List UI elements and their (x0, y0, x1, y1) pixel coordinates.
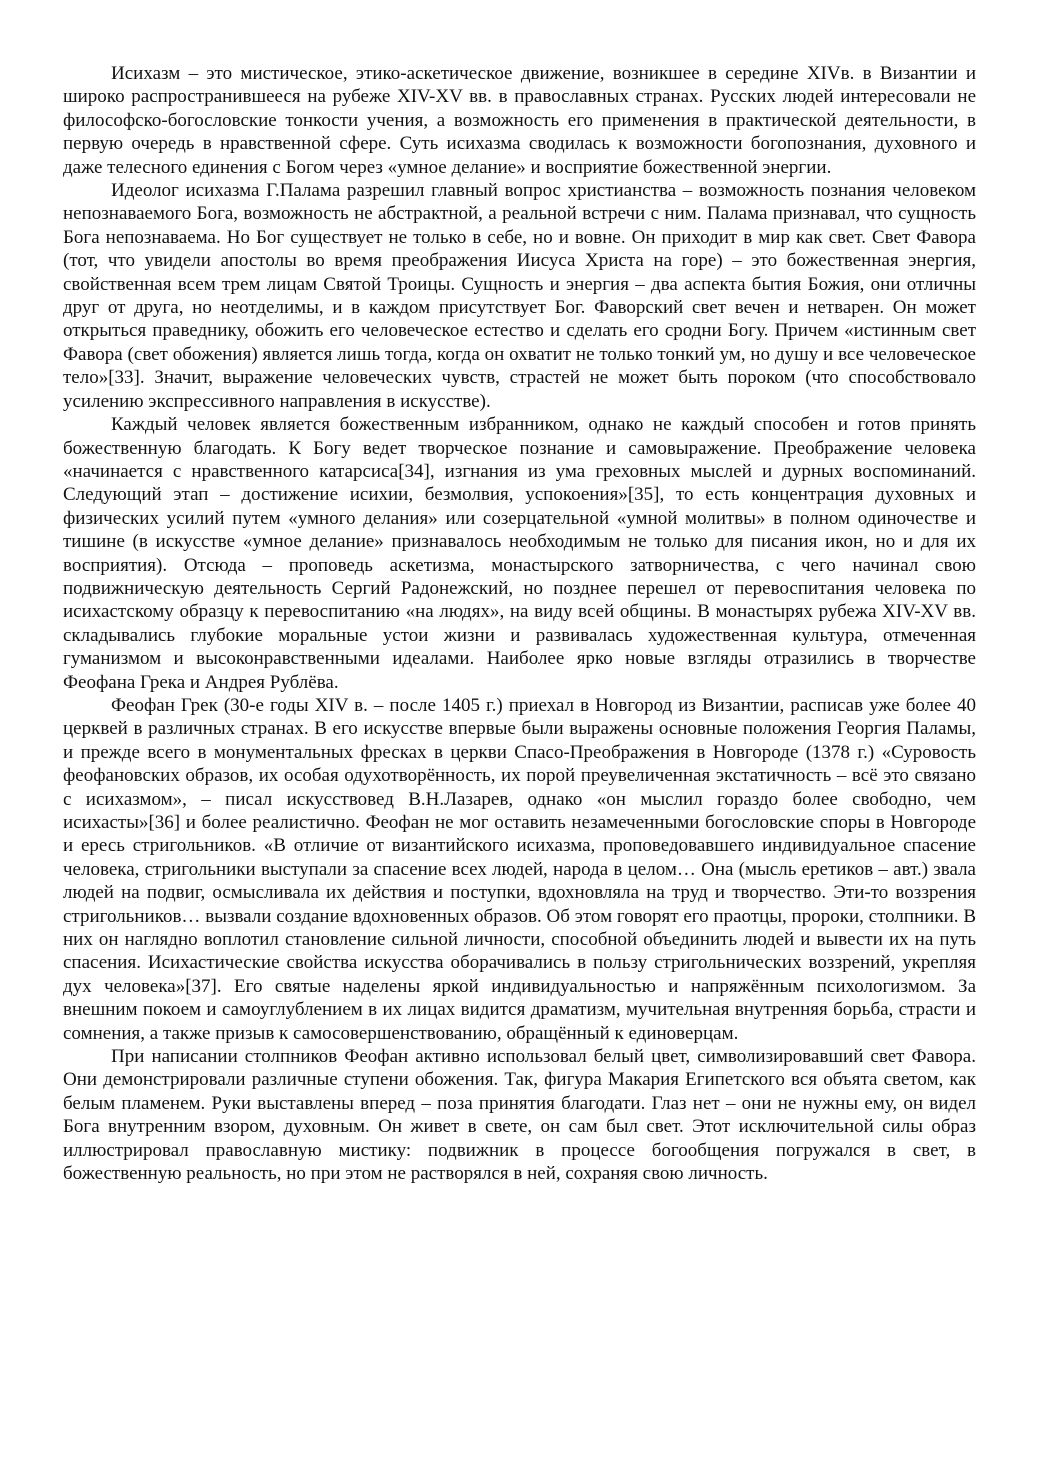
paragraph-palamas-ideology: Идеолог исихазма Г.Палама разрешил главный вопрос христианства – возможность познания человеком непознаваемого Бога, возможность не абстрактной, а реальной встречи с ним. Палама признавал, что сущность Бога непознаваема. Но Бог существует не только в себе, но и вовне. Он приходит в мир как свет. Свет Фавора (тот, что увидели апостолы во время преображения Иисуса Христа на горе) – это божественная энергия, свойственная всем трем лицам Святой Троицы. Сущность и энергия – два аспекта бытия Божия, они отличны друг от друга, но неотделимы, и в каждом присутствует Бог. Фаворский свет вечен и нетварен. Он может открыться праведнику, обожить его человеческое естество и сделать его сродни Богу. Причем «истинным свет Фавора (свет обожения) является лишь тогда, когда он охватит не только тонкий ум, но душу и все человеческое тело»[33]. Значит, выражение человеческих чувств, страстей не может быть пороком (что способствовало усилению экспрессивного направления в искусстве). (63, 180, 976, 412)
paragraph-theophanes-greek: Феофан Грек (30-е годы XIV в. – после 1405 г.) приехал в Новгород из Византии, расписав уже более 40 церквей в различных странах. В его искусстве впервые были выражены основные положения Георгия Паламы, и прежде всего в монументальных фресках в церкви Спасо-Преображения в Новгороде (1378 г.) «Суровость феофановских образов, их особая одухотворённость, их порой преувеличенная экстатичность – всё это связано с исихазмом», – писал искусствовед В.Н.Лазарев, однако «он мыслил гораздо более свободно, чем исихасты»[36] и более реалистично. Феофан не мог оставить незамеченными богословские споры в Новгороде и ересь стригольников. «В отличие от византийского исихазма, проповедовавшего индивидуальное спасение человека, стригольники выступали за спасение всех людей, народа в целом… Она (мысль еретиков – авт.) звала людей на подвиг, осмысливала их действия и поступки, вдохновляла на труд и творчество. Эти-то воззрения стригольников… вызвали создание вдохновенных образов. Об этом говорят его праотцы, пророки, столпники. В них он наглядно воплотил становление сильной личности, способной объединить людей и вывести их на путь спасения. Исихастические свойства искусства оборачивались в пользу стригольнических воззрений, укрепляя дух человека»[37]. Его святые наделены яркой индивидуальностью и напряжённым психологизмом. За внешним покоем и самоуглублением в их лицах видится драматизм, мучительная внутренняя борьба, страсти и сомнения, а также призыв к самосовершенствованию, обращённый к единоверцам. (63, 694, 976, 1044)
paragraph-divine-chosen: Каждый человек является божественным избранником, однако не каждый способен и готов принять божественную благодать. К Богу ведет творческое познание и самовыражение. Преображение человека «начинается с нравственного катарсиса[34], изгнания из ума греховных мыслей и дурных воспоминаний. Следующий этап – достижение исихии, безмолвия, успокоения»[35], то есть концентрация духовных и физических усилий путем «умного делания» или созерцательной «умной молитвы» в полном одиночестве и тишине (в искусстве «умное делание» признавалось необходимым не только для писания икон, но и для их восприятия). Отсюда – проповедь аскетизма, монастырского затворничества, с чего начинал свою подвижническую деятельность Сергий Радонежский, но позднее перешел от перевоспитания человека по исихастскому образцу к перевоспитанию «на людях», на виду всей общины. В монастырях рубежа XIV-XV вв. складывались глубокие моральные устои жизни и развивалась художественная культура, отмеченная гуманизмом и высоконравственными идеалами. Наиболее ярко новые взгляды отразились в творчестве Феофана Грека и Андрея Рублёва. (63, 414, 976, 693)
document-page (63, 62, 976, 1186)
paragraph-stylites-white-light: При написании столпников Феофан активно использовал белый цвет, символизировавший свет Фавора. Они демонстрировали различные ступени обожения. Так, фигура Макария Египетского вся объята светом, как белым пламенем. Руки выставлены вперед – поза принятия благодати. Глаз нет – они не нужны ему, он видел Бога внутренним взором, духовным. Он живет в свете, он сам был свет. Этот исключительной силы образ иллюстрировал православную мистику: подвижник в процессе богообщения погружался в свет, в божественную реальность, но при этом не растворялся в ней, сохраняя свою личность. (63, 1046, 976, 1185)
paragraph-hesychasm-definition: Исихазм – это мистическое, этико-аскетическое движение, возникшее в середине XIVв. в Византии и широко распространившееся на рубеже XIV-XV вв. в православных странах. Русских людей интересовали не философско-богословские тонкости учения, а возможность его применения в практической деятельности, в первую очередь в нравственной сфере. Суть исихазма сводилась к возможности богопознания, духовного и даже телесного единения с Богом через «умное делание» и восприятие божественной энергии. (63, 63, 976, 178)
